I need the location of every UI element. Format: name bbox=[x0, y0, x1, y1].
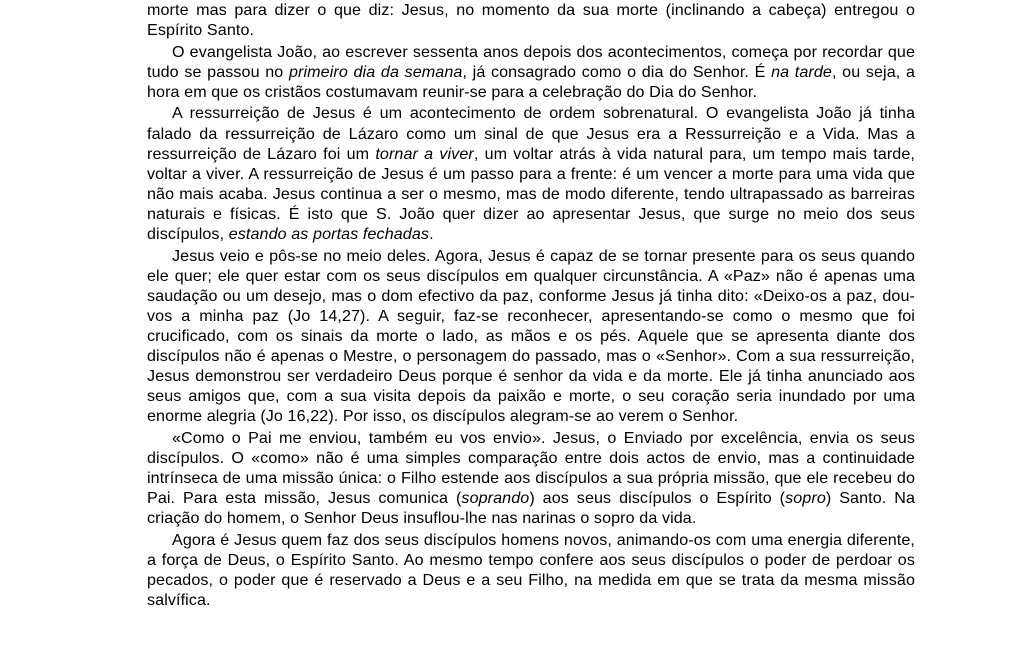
paragraph-4-text-a: «Como o Pai me enviou, também eu vos envio». Jesus, o Enviado por excelência, envia os seus discípulos. O «como» não é uma simples comparação entre dois actos de envio, mas a continuidade intrínseca de uma missão única: o Filho estende aos discípulos a sua própria missão, que ele recebeu do Pai. Para esta missão, Jesus comunica ( bbox=[147, 428, 915, 508]
paragraph-1-italic-b: na tarde bbox=[771, 62, 832, 81]
paragraph-0-text: morte mas para dizer o que diz: Jesus, no momento da sua morte (inclinando a cabeça) entregou o Espírito Santo. bbox=[147, 1, 915, 40]
paragraph-2-italic-a: tornar a viver bbox=[375, 144, 474, 163]
paragraph-2-text-c: . bbox=[429, 225, 434, 244]
paragraph-1 bbox=[147, 42, 915, 102]
document-page bbox=[147, 0, 915, 610]
paragraph-1-text-b: , já consagrado como o dia do Senhor. É bbox=[462, 62, 772, 81]
paragraph-2-text-b: , um voltar atrás à vida natural para, um tempo mais tarde, voltar a viver. A ressurreição de Jesus é um passo para a frente: é um vencer a morte para uma vida que não mais acaba. Jesus continua a ser o mesmo, mas de modo diferente, tendo ultrapassado as barreiras naturais e físicas. É isto que S. João quer dizer ao apresentar Jesus, que surge no meio dos seus discípulos, bbox=[147, 144, 915, 244]
paragraph-2-text-a: A ressurreição de Jesus é um acontecimento de ordem sobrenatural. O evangelista João já tinha falado da ressurreição de Lázaro como um sinal de que Jesus era a Ressurreição e a Vida. Mas a ressurreição de Lázaro foi um bbox=[147, 104, 915, 163]
paragraph-4-italic-b: sopro bbox=[785, 489, 826, 508]
paragraph-5-text: Agora é Jesus quem faz dos seus discípulos homens novos, animando-os com uma energia diferente, a força de Deus, o Espírito Santo. Ao mesmo tempo confere aos seus discípulos o poder de perdoar os pecados, o poder que é reservado a Deus e a seu Filho, na medida em que se trata da mesma missão salvífica. bbox=[147, 530, 915, 610]
paragraph-4-italic-a: soprando bbox=[461, 489, 530, 508]
paragraph-5 bbox=[147, 530, 915, 610]
paragraph-0 bbox=[147, 0, 915, 40]
paragraph-3-text: Jesus veio e pôs-se no meio deles. Agora, Jesus é capaz de se tornar presente para os seus quando ele quer; ele quer estar com os seus discípulos em qualquer circunstância. A «Paz» não é apenas uma saudação ou um desejo, mas o dom efectivo da paz, conforme Jesus já tinha dito: «Deixo-os a paz, dou-vos a minha paz (Jo 14,27). A seguir, faz-se reconhecer, apresentando-se como o mesmo que foi crucificado, com os sinais da morte o lado, as mãos e os pés. Aquele que se apresenta diante dos discípulos não é apenas o Mestre, o personagem do passado, mas o «Senhor». Com a sua ressurreição, Jesus demonstrou ser verdadeiro Deus porque é senhor da vida e da morte. Ele já tinha anunciado aos seus amigos que, com a sua visita depois da paixão e morte, o seu coração seria inundado por uma enorme alegria (Jo 16,22). Por isso, os discípulos alegram-se ao verem o Senhor. bbox=[147, 246, 915, 426]
paragraph-1-text-a: O evangelista João, ao escrever sessenta anos depois dos acontecimentos, começa por recordar que tudo se passou no bbox=[147, 42, 915, 81]
paragraph-4-text-c: ) Santo. Na criação do homem, o Senhor Deus insuflou-lhe nas narinas o sopro da vida. bbox=[147, 489, 915, 528]
paragraph-2-italic-b: estando as portas fechadas bbox=[228, 225, 430, 244]
paragraph-2 bbox=[147, 103, 915, 244]
paragraph-4 bbox=[147, 428, 915, 528]
paragraph-4-text-b: ) aos seus discípulos o Espírito ( bbox=[529, 489, 786, 508]
paragraph-1-italic-a: primeiro dia da semana bbox=[288, 62, 463, 81]
paragraph-1-text-c: , ou seja, a hora em que os cristãos costumavam reunir-se para a celebração do Dia do Senhor. bbox=[147, 62, 916, 101]
paragraph-3 bbox=[147, 246, 915, 427]
